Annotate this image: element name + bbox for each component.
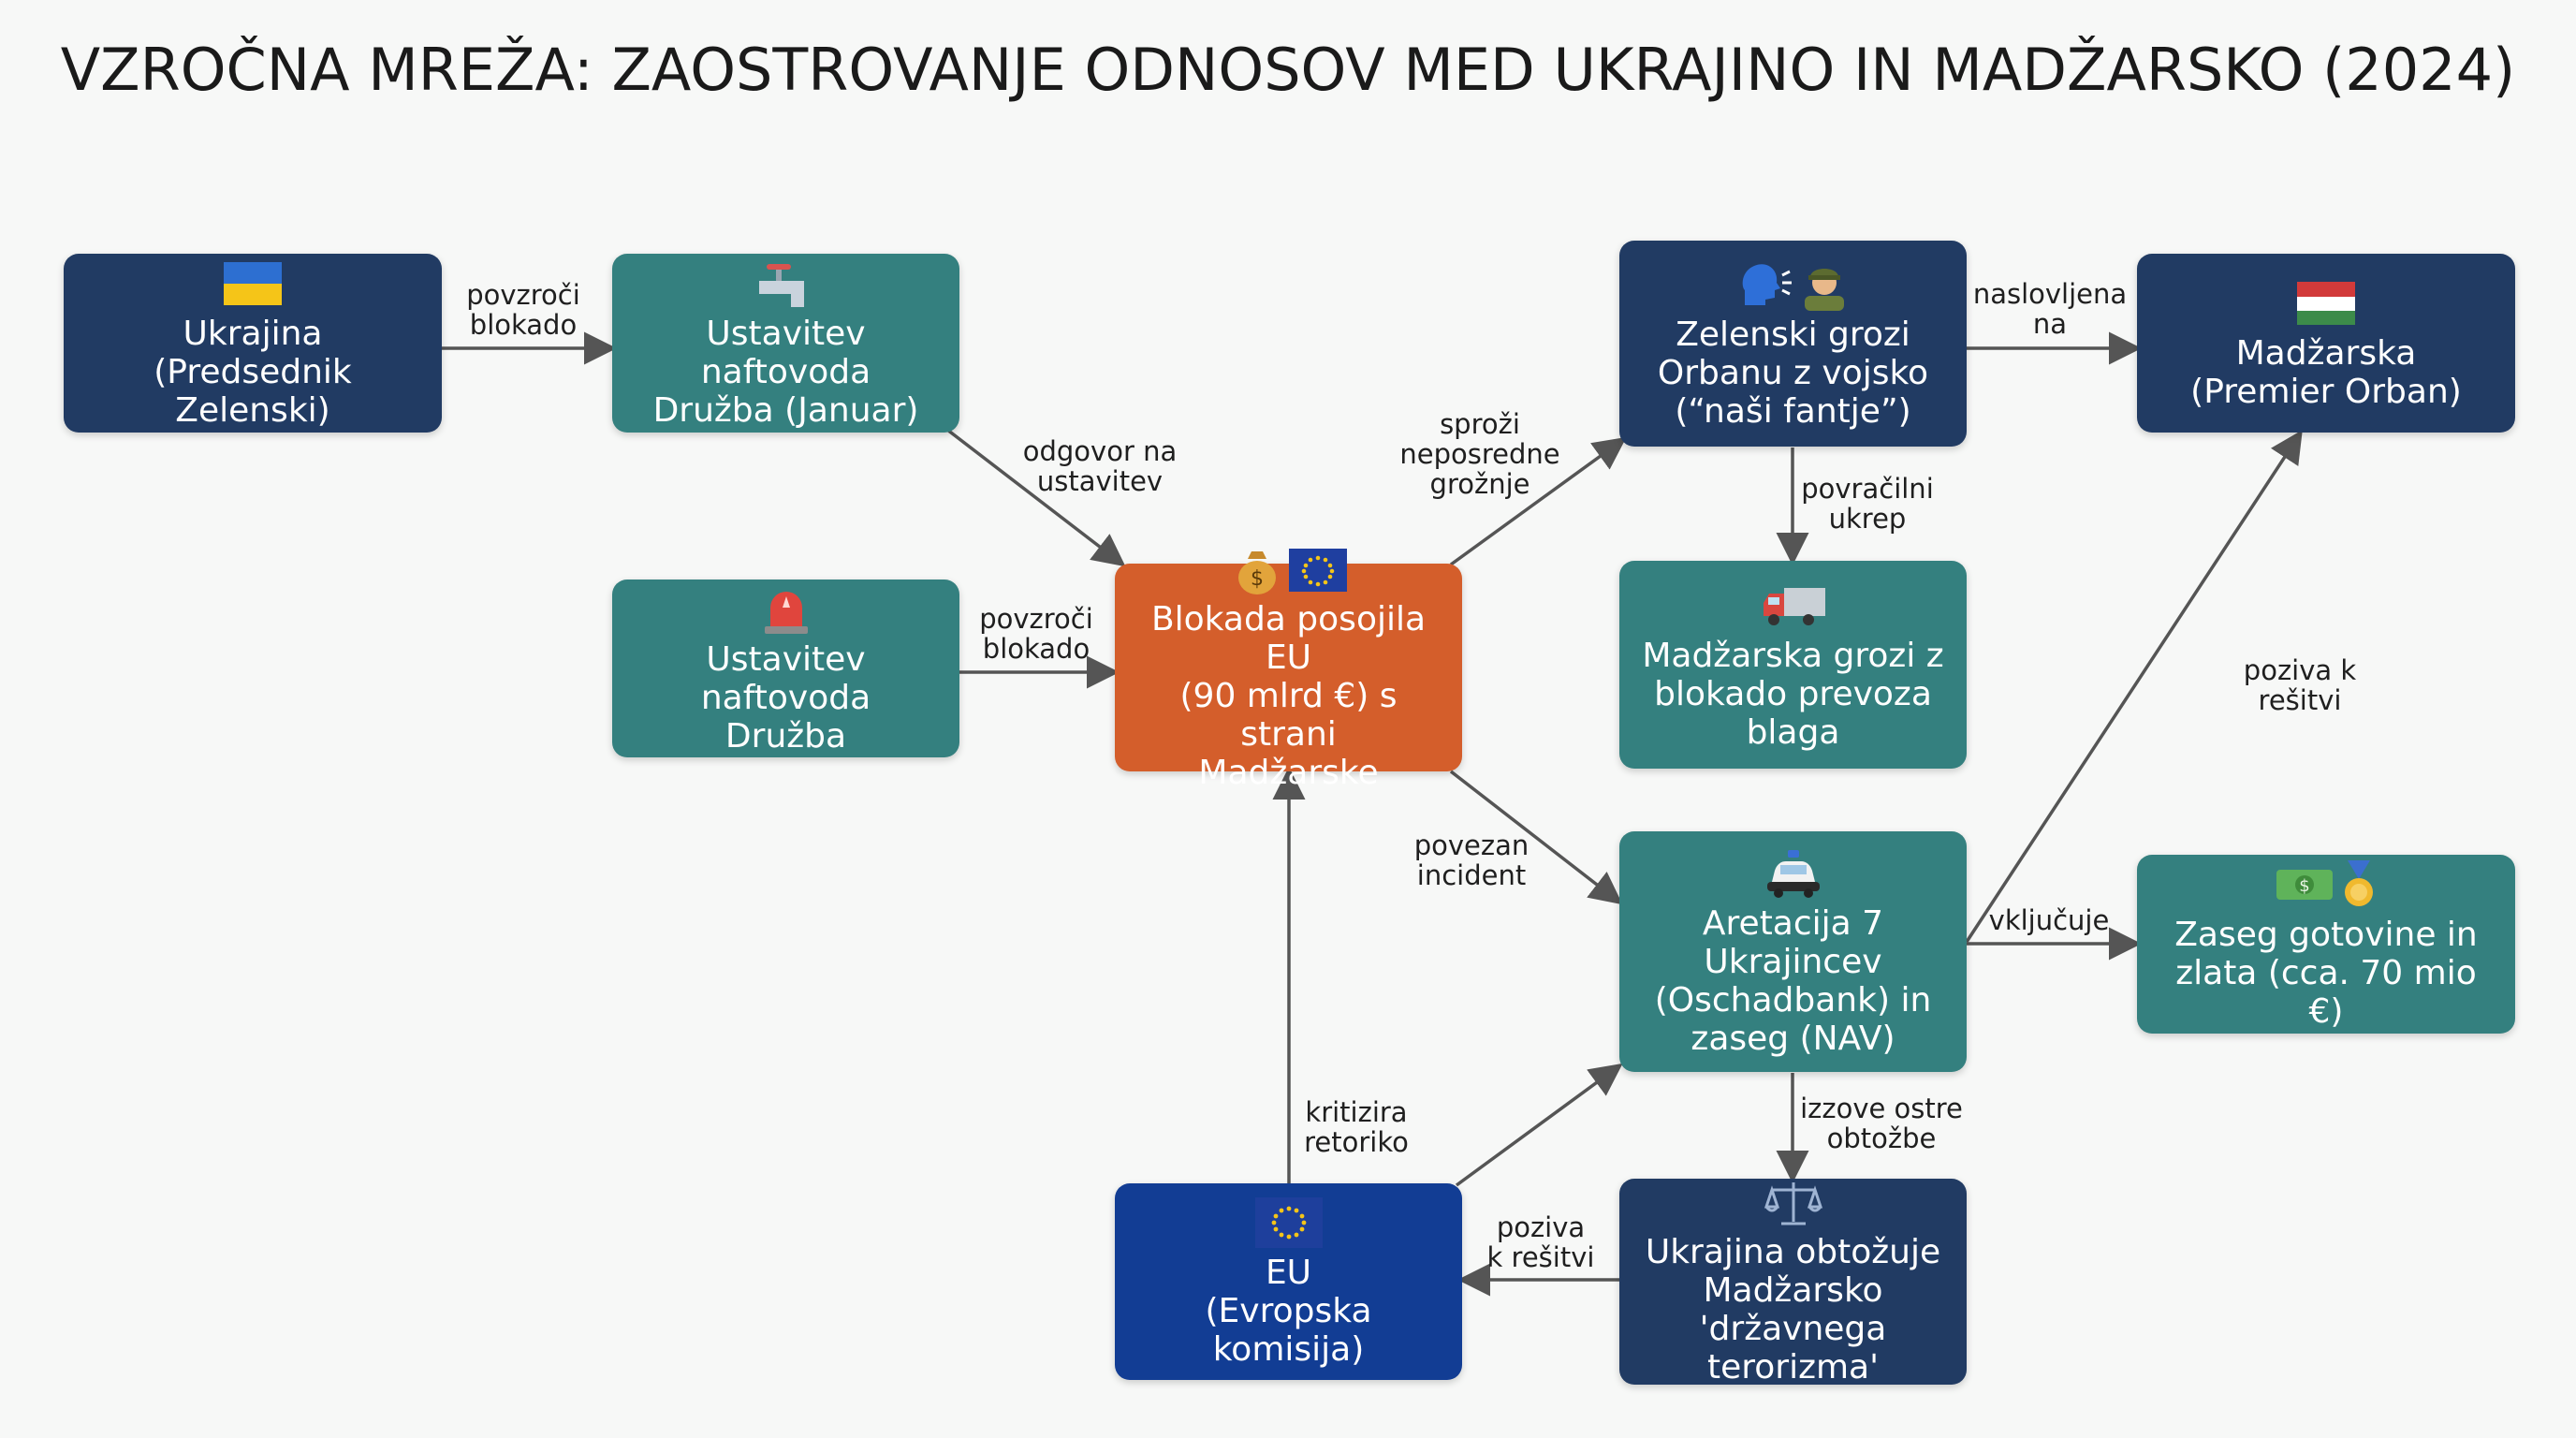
node-zelenski-grozi [1619, 241, 1967, 447]
edge-label-druzba-blokada: povzroči blokado [979, 603, 1093, 665]
eu-flag-icon [1255, 1196, 1323, 1250]
scales-icon [1764, 1177, 1822, 1229]
node-ukrajina [64, 254, 442, 433]
edge-label-aretacija-madzarska: poziva k rešitvi [2243, 654, 2357, 716]
node-blokada-posojila [1115, 564, 1462, 792]
edge-label-zelenski-blokada-blaga: povračilni ukrep [1801, 473, 1934, 535]
node-eu [1115, 1183, 1462, 1380]
node-label: Ustavitev naftovoda Družba [700, 639, 871, 756]
svg-text:$: $ [2299, 876, 2310, 896]
node-label: Zelenski grozi Orbanu z vojsko (“naši fantje”) [1657, 315, 1929, 431]
edge-label-blokada-zelenski: sproži neposredne grožnje [1399, 408, 1560, 500]
node-zaseg [2137, 855, 2515, 1034]
edge-label-blokada-aretacija: povezan incident [1413, 829, 1530, 891]
svg-text:$: $ [1250, 566, 1264, 591]
node-label: Madžarska (Premier Orban) [2190, 333, 2462, 411]
node-druzba-januar [612, 254, 959, 433]
edge-label-eu-blokada: kritizira retoriko [1304, 1096, 1409, 1158]
pipeline-valve-icon [755, 257, 817, 311]
edge-label-ukrajina-druzba-jan: povzroči blokado [466, 279, 580, 341]
diagram-title: VZROČNA MREŽA: ZAOSTROVANJE ODNOSOV MED UKRAJINO IN MADŽARSKO (2024) [60, 36, 2516, 104]
money-bag-eu-flag-icon [1231, 544, 1347, 596]
edge-label-aretacija-obtozuje: izzove ostre obtožbe [1800, 1093, 1963, 1154]
truck-icon [1760, 579, 1827, 633]
cash-medal-icon [2275, 858, 2378, 912]
node-madzarska [2137, 254, 2515, 433]
node-label: Ukrajina (Predsednik Zelenski) [154, 315, 352, 430]
edge-label-druzba-jan-blokada: odgovor na ustavitev [1022, 435, 1178, 497]
hungary-flag-icon [2297, 276, 2355, 330]
edge-label-obtozuje-eu: poziva k rešitvi [1486, 1211, 1595, 1273]
edge-label-aretacija-zaseg: vključuje [1988, 904, 2110, 936]
speaking-head-soldier-icon [1737, 257, 1850, 312]
node-label: EU (Evropska komisija) [1205, 1253, 1372, 1369]
node-label: Zaseg gotovine in zlata (cca. 70 mio €) [2174, 916, 2478, 1031]
node-obtozuje [1619, 1179, 1967, 1385]
ukraine-flag-icon [224, 257, 282, 311]
arrow-eu-to-aretacija [1456, 1067, 1617, 1185]
node-aretacija [1619, 831, 1967, 1072]
node-label: Ukrajina obtožuje Madžarsko 'državnega terorizma' [1645, 1233, 1941, 1387]
siren-icon [761, 582, 812, 637]
node-druzba [612, 580, 959, 757]
node-blokada-blaga [1619, 561, 1967, 769]
node-label: Ustavitev naftovoda Družba (Januar) [652, 315, 919, 430]
node-label: Blokada posojila EU (90 mlrd €) s strani Madžarske [1150, 599, 1427, 792]
node-label: Aretacija 7 Ukrajincev (Oschadbank) in zaseg (NAV) [1654, 903, 1932, 1058]
edge-label-zelenski-madzarska: naslovljena na [1972, 278, 2128, 340]
node-label: Madžarska grozi z blokado prevoza blaga [1642, 636, 1944, 752]
police-car-icon [1764, 846, 1823, 901]
